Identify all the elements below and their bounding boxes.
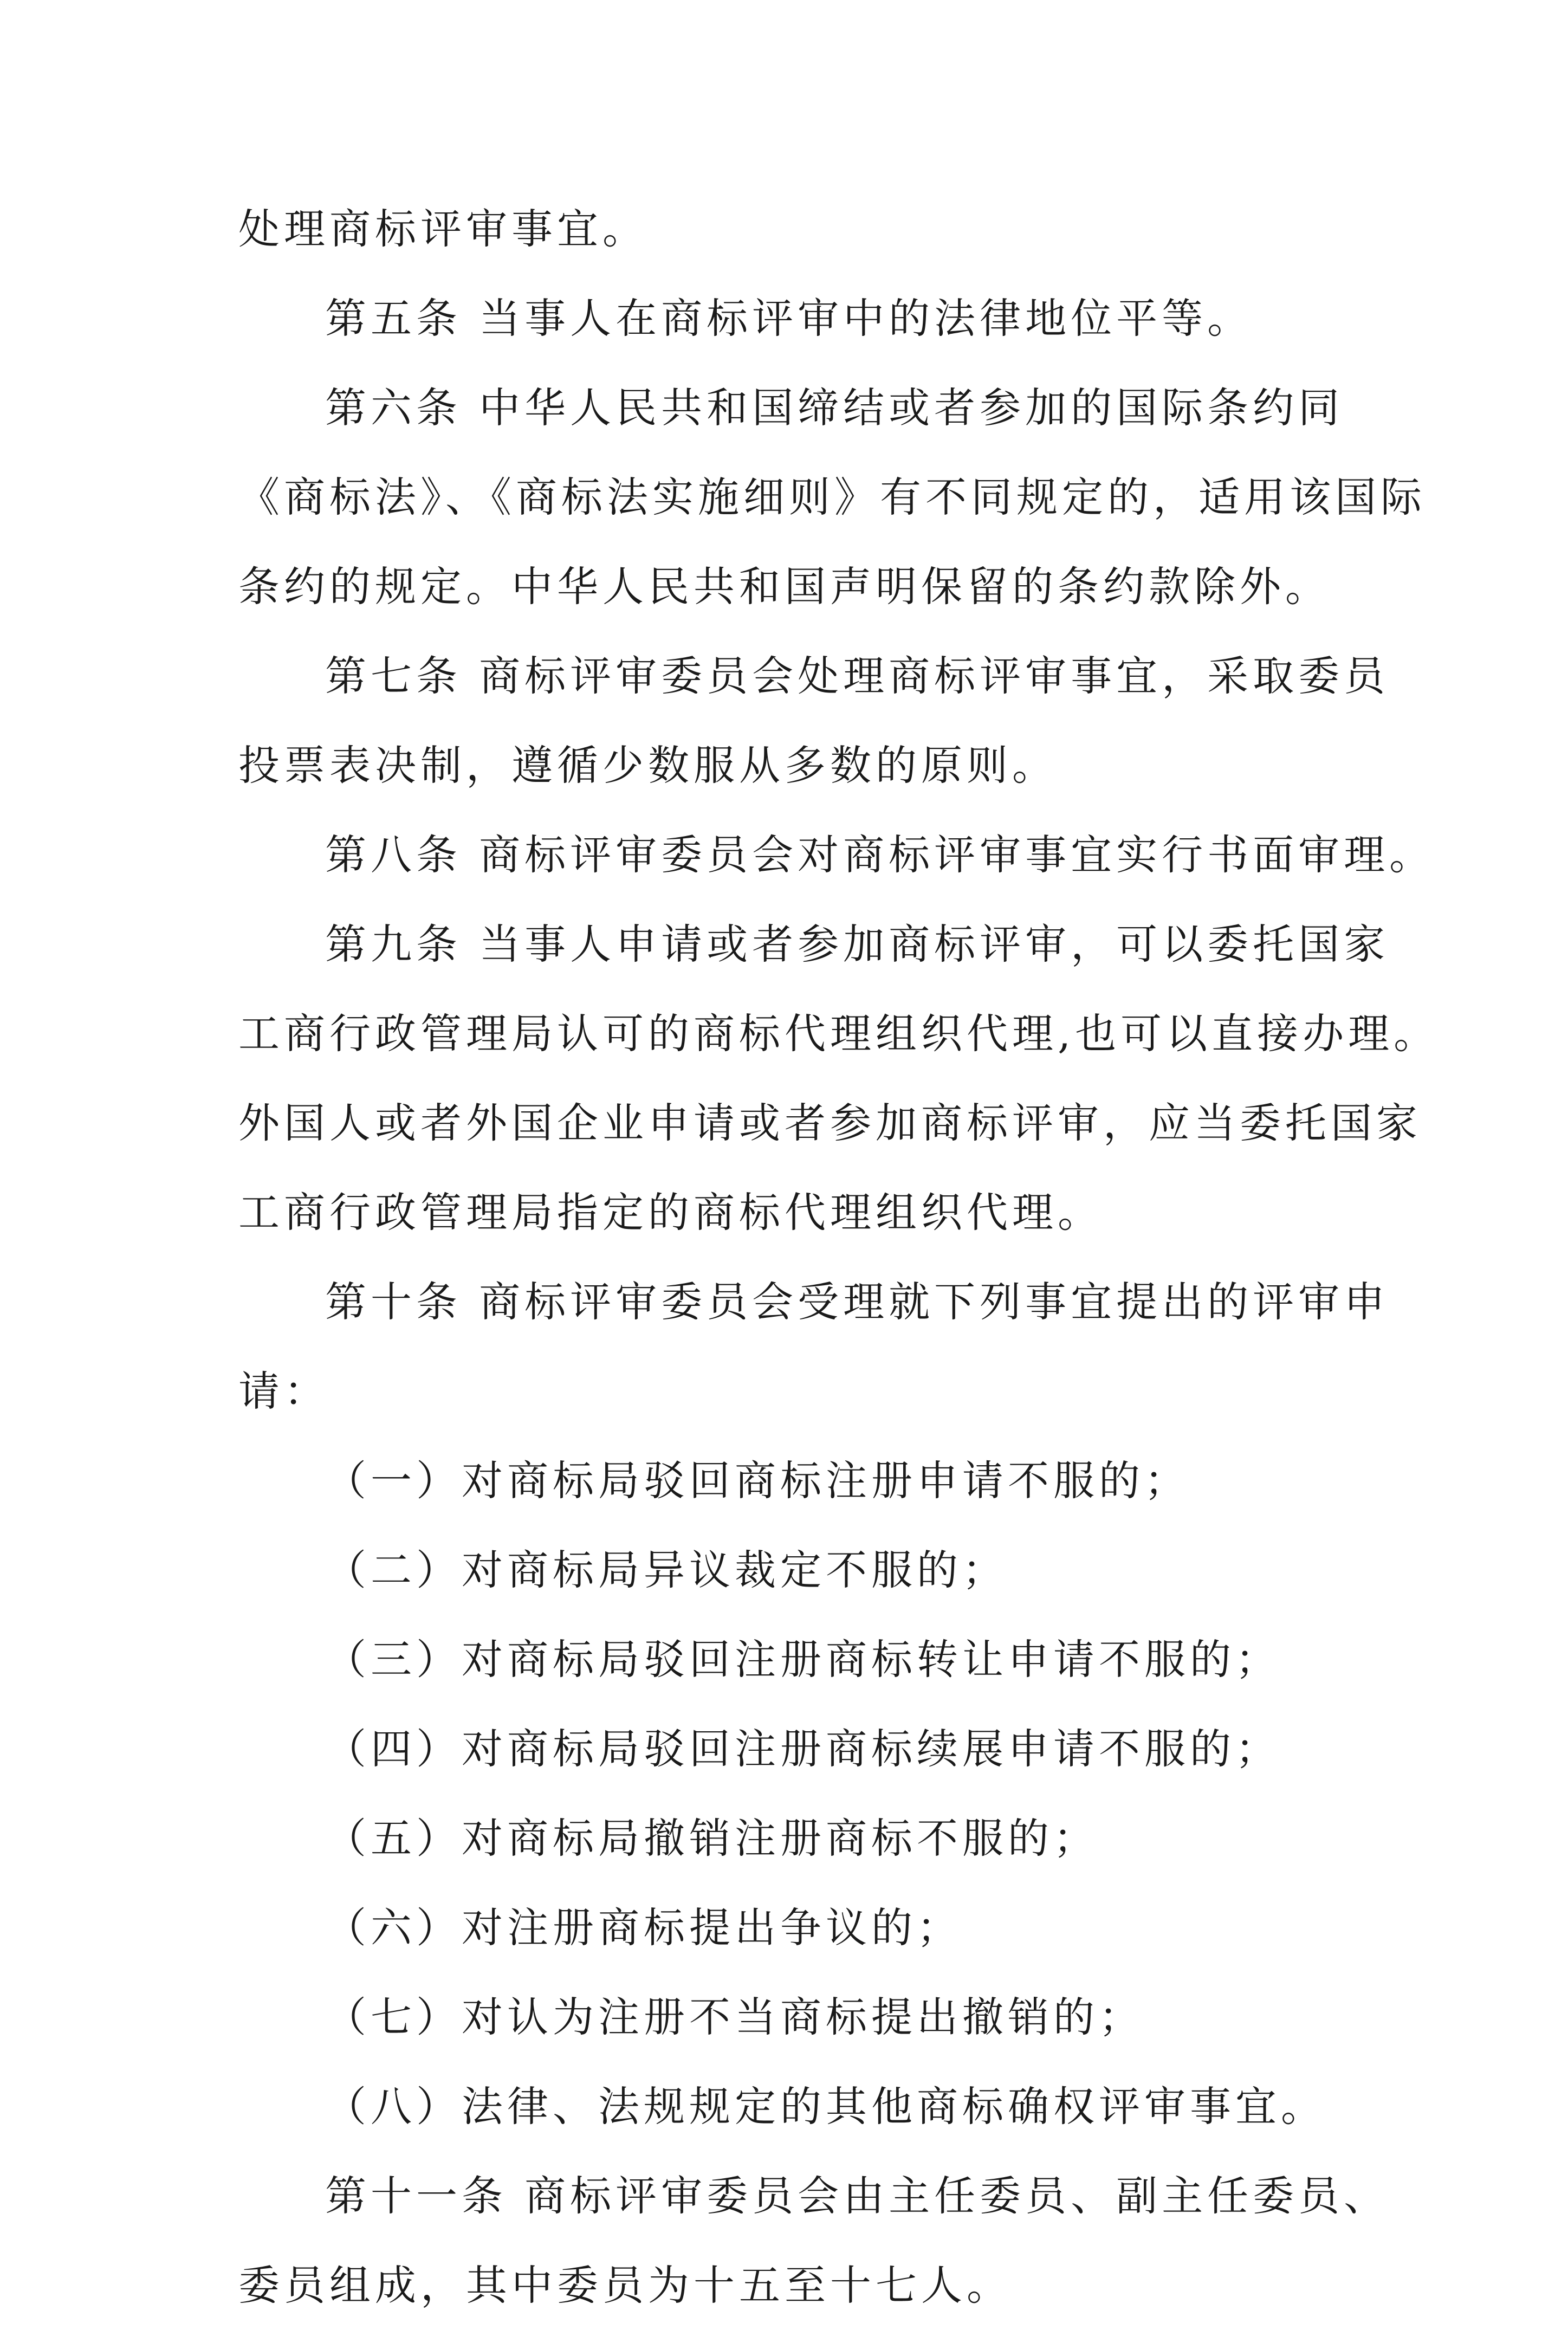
text-line: 《商标法》、《商标法实施细则》有不同规定的，适用该国际 <box>238 473 1426 521</box>
list-item: （八）法律、法规规定的其他商标确权评审事宜。 <box>325 2082 1326 2131</box>
list-item: （七）对认为注册不当商标提出撤销的； <box>325 1993 1144 2041</box>
article-7-line: 第七条 商标评审委员会处理商标评审事宜，采取委员 <box>325 652 1390 700</box>
list-item: （四）对商标局驳回注册商标续展申请不服的； <box>325 1725 1281 1773</box>
article-11-line: 第十一条 商标评审委员会由主任委员、副主任委员、 <box>325 2172 1390 2220</box>
list-item: （六）对注册商标提出争议的； <box>325 1904 962 1952</box>
article-10-line: 第十条 商标评审委员会受理就下列事宜提出的评审申 <box>325 1278 1390 1326</box>
text-line: 处理商标评审事宜。 <box>238 205 648 253</box>
list-item: （五）对商标局撤销注册商标不服的； <box>325 1814 1099 1862</box>
text-line: 工商行政管理局认可的商标代理组织代理,也可以直接办理。 <box>238 1009 1440 1058</box>
article-8-line: 第八条 商标评审委员会对商标评审事宜实行书面审理。 <box>325 831 1435 879</box>
list-item: （二）对商标局异议裁定不服的； <box>325 1546 1008 1594</box>
text-line: 外国人或者外国企业申请或者参加商标评审，应当委托国家 <box>238 1099 1422 1147</box>
body-text <box>238 184 1440 2330</box>
article-9-line: 第九条 当事人申请或者参加商标评审，可以委托国家 <box>325 920 1390 968</box>
list-item: （一）对商标局驳回商标注册申请不服的； <box>325 1457 1190 1505</box>
text-line: 委员组成，其中委员为十五至十七人。 <box>238 2261 1012 2309</box>
text-line: 请： <box>238 1367 329 1415</box>
list-item: （三）对商标局驳回注册商标转让申请不服的； <box>325 1635 1281 1684</box>
text-line: 投票表决制，遵循少数服从多数的原则。 <box>238 741 1058 789</box>
article-5-line: 第五条 当事人在商标评审中的法律地位平等。 <box>325 294 1253 342</box>
article-6-line: 第六条 中华人民共和国缔结或者参加的国际条约同 <box>325 384 1344 432</box>
text-line: 工商行政管理局指定的商标代理组织代理。 <box>238 1188 1103 1237</box>
text-line: 条约的规定。中华人民共和国声明保留的条约款除外。 <box>238 562 1331 611</box>
